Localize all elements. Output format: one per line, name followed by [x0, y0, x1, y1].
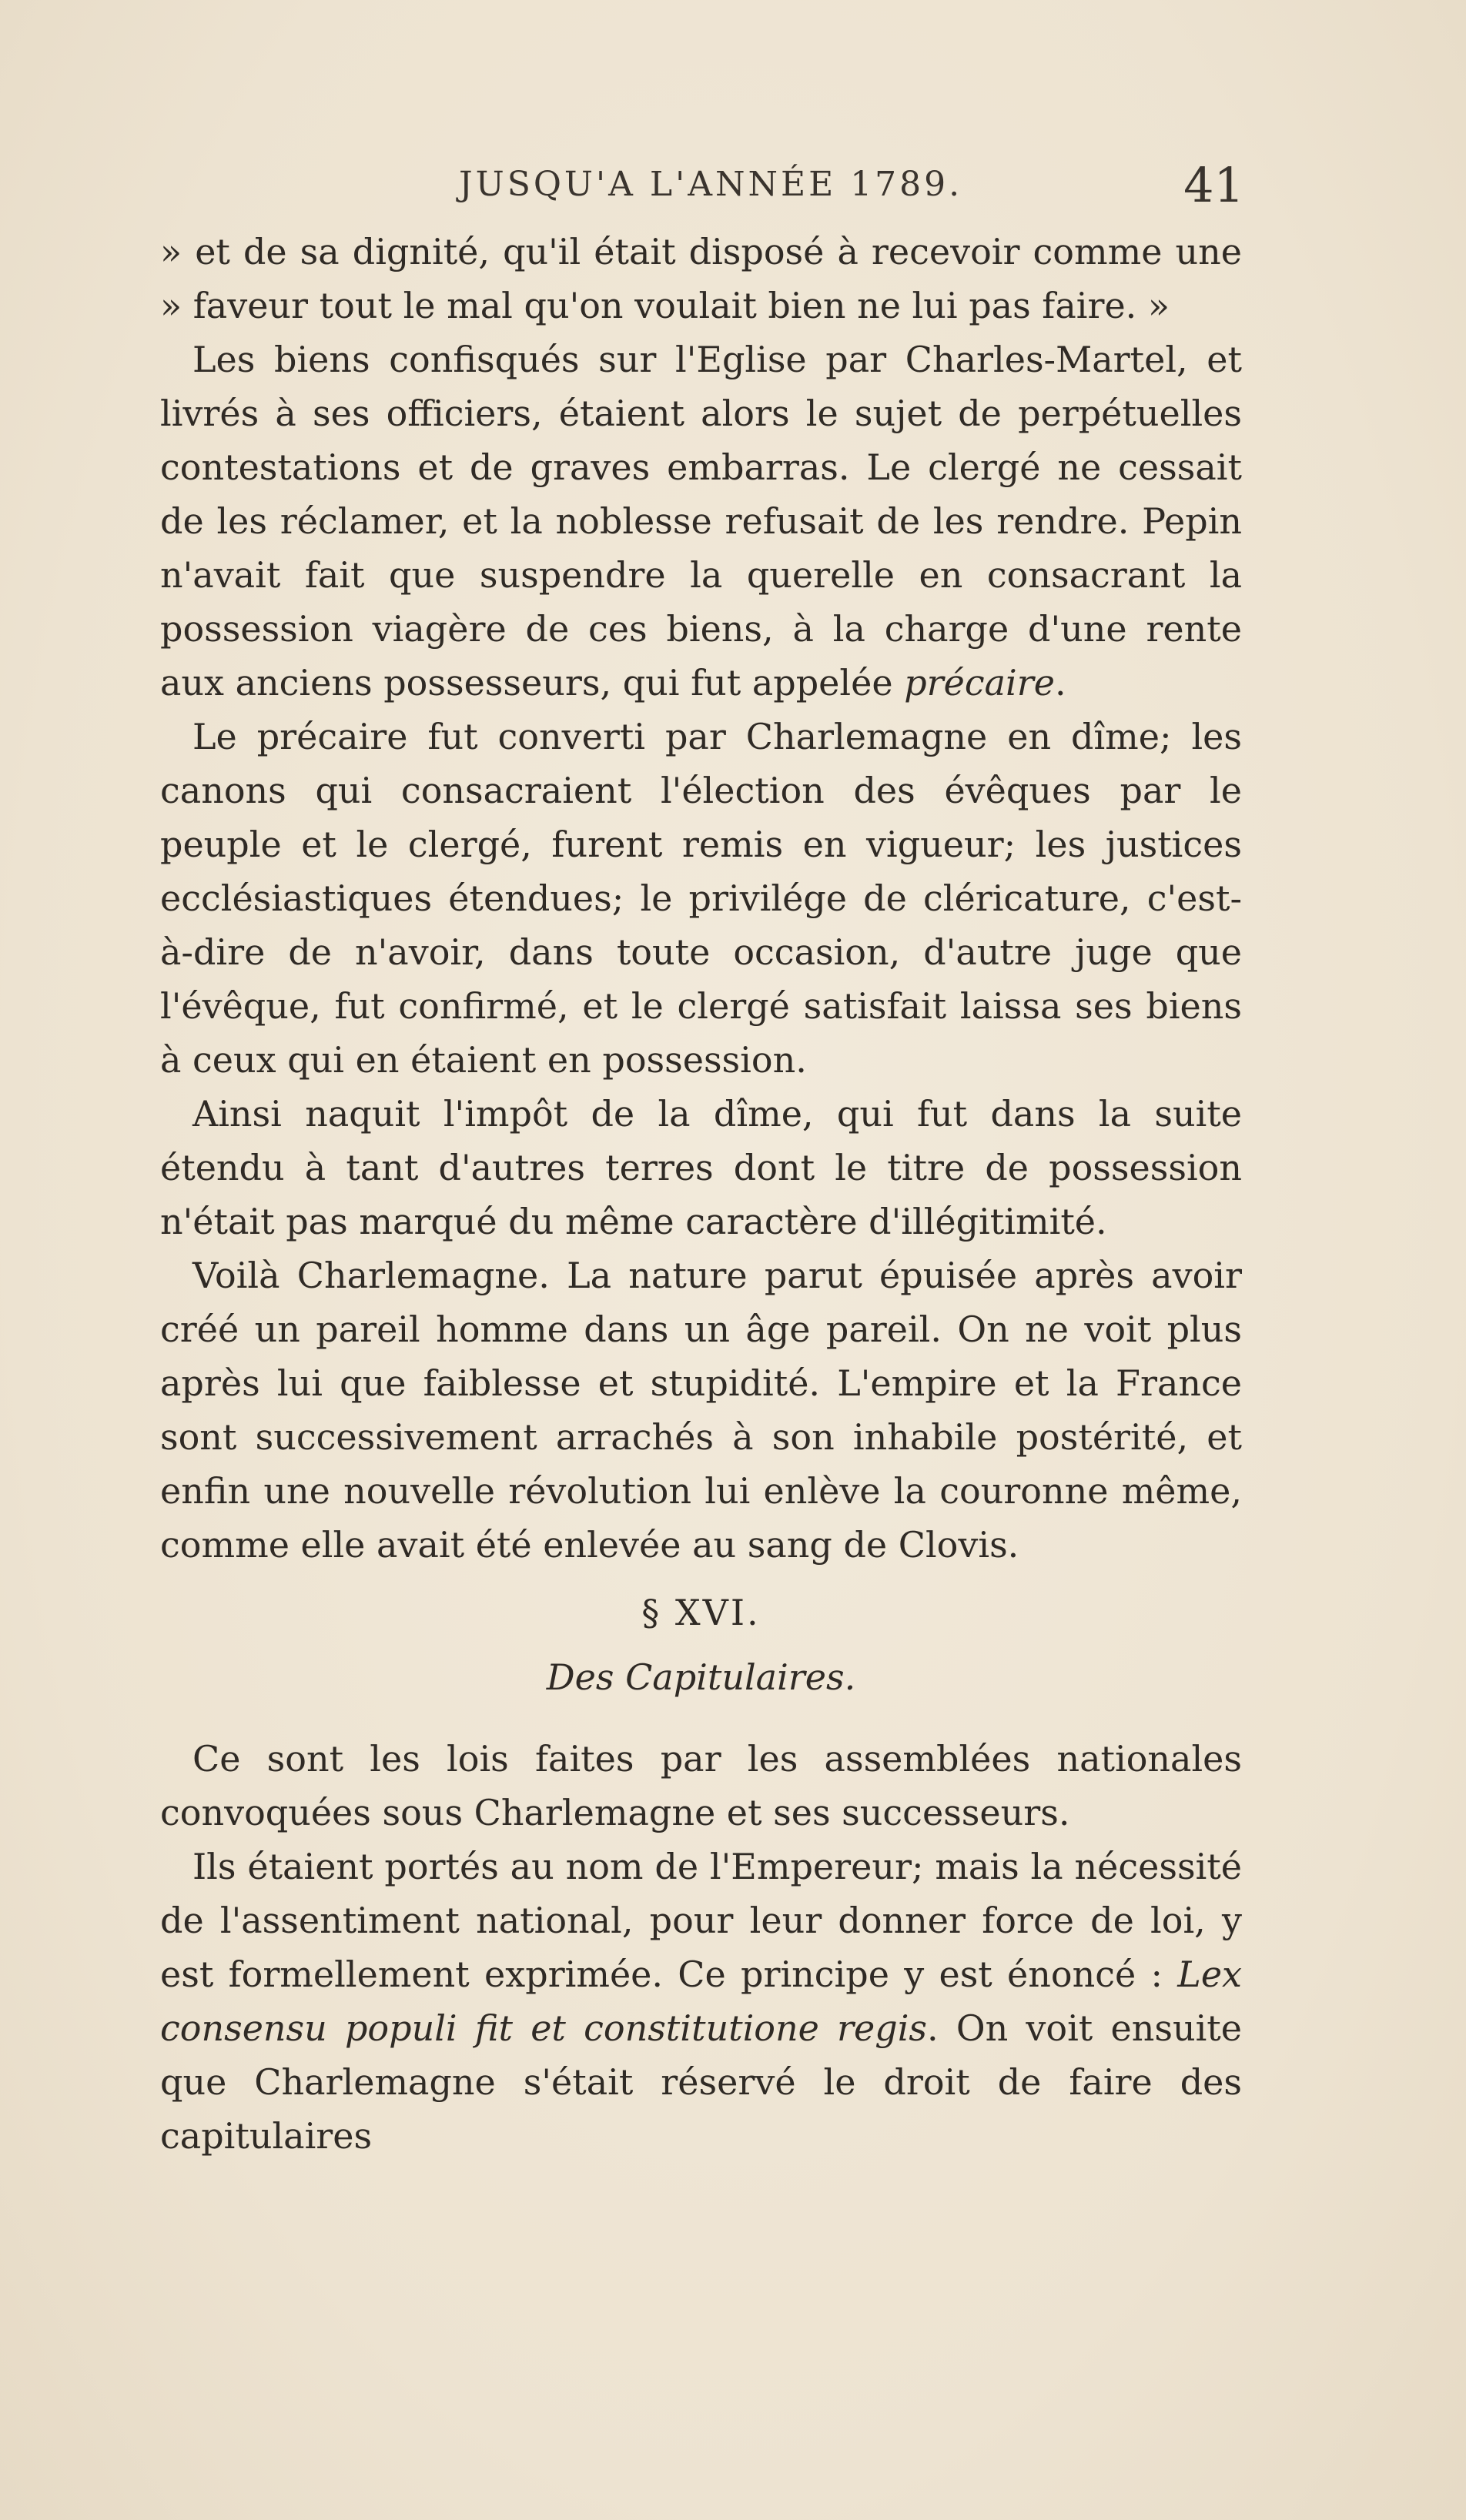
paragraph-continuation: » et de sa dignité, qu'il était disposé à recevoir comme une » faveur tout le mal qu'on voulait bien ne lui pas faire. »	[160, 231, 1242, 326]
paragraph-church-lands	[160, 333, 1242, 710]
latin-maxim: Lex consensu populi fit et constitutione regis	[160, 1954, 1242, 2049]
page-number: 41	[1183, 157, 1244, 213]
paragraph-precaire-converted: Le précaire fut converti par Charlemagne en dîme; les canons qui consacraient l'élection des évêques par le peuple et le clergé, furent remis en vigueur; les justices ecclésiastiques étendues; le privilége de cléricature, c'est-à-dire de n'avoir, dans toute occasion, d'autre juge que l'évêque, fut confirmé, et le clergé satisfait laissa ses biens à ceux qui en étaient en possession.	[160, 716, 1242, 1081]
body-text	[160, 225, 1242, 2163]
paragraph-capitulaires-law-text: Ils étaient portés au nom de l'Empereur; mais la nécessité de l'assentiment national, pour leur donner force de loi, y est formellement exprimée. Ce principe y est énoncé :	[160, 1846, 1242, 1995]
paragraph-capitulaires-definition: Ce sont les lois faites par les assemblées nationales convoquées sous Charlemagne et ses successeurs.	[160, 1738, 1242, 1833]
section-heading: § XVI.	[641, 1592, 761, 1633]
paragraph-dime: Ainsi naquit l'impôt de la dîme, qui fut dans la suite étendu à tant d'autres terres dont le titre de possession n'était pas marqué du même caractère d'illégitimité.	[160, 1093, 1242, 1242]
section-subtitle: Des Capitulaires.	[546, 1656, 856, 1698]
paragraph-church-lands-end: .	[1054, 662, 1066, 704]
paragraph-capitulaires-law	[160, 1840, 1242, 2163]
paragraph-capitulaires-law-end: . On voit ensuite que Charlemagne s'était réservé le droit de faire des capitulaires	[160, 2007, 1242, 2157]
paragraph-charlemagne: Voilà Charlemagne. La nature parut épuisée après avoir créé un pareil homme dans un âge pareil. On ne voit plus après lui que faiblesse et stupidité. L'empire et la France sont successivement arrachés à son inhabile postérité, et enfin une nouvelle révolution lui enlève la couronne même, comme elle avait été enlevée au sang de Clovis.	[160, 1255, 1242, 1566]
precaire-term: précaire	[904, 662, 1055, 704]
paragraph-church-lands-text: Les biens confisqués sur l'Eglise par Charles-Martel, et livrés à ses officiers, étaient alors le sujet de perpétuelles contestations et de graves embarras. Le clergé ne cessait de les réclamer, et la noblesse refusait de les rendre. Pepin n'avait fait que suspendre la querelle en consacrant la possession viagère de ces biens, à la charge d'une rente aux anciens possesseurs, qui fut appelée	[160, 339, 1242, 704]
page-header	[459, 154, 1244, 223]
running-head: JUSQU'A L'ANNÉE 1789.	[459, 165, 963, 204]
